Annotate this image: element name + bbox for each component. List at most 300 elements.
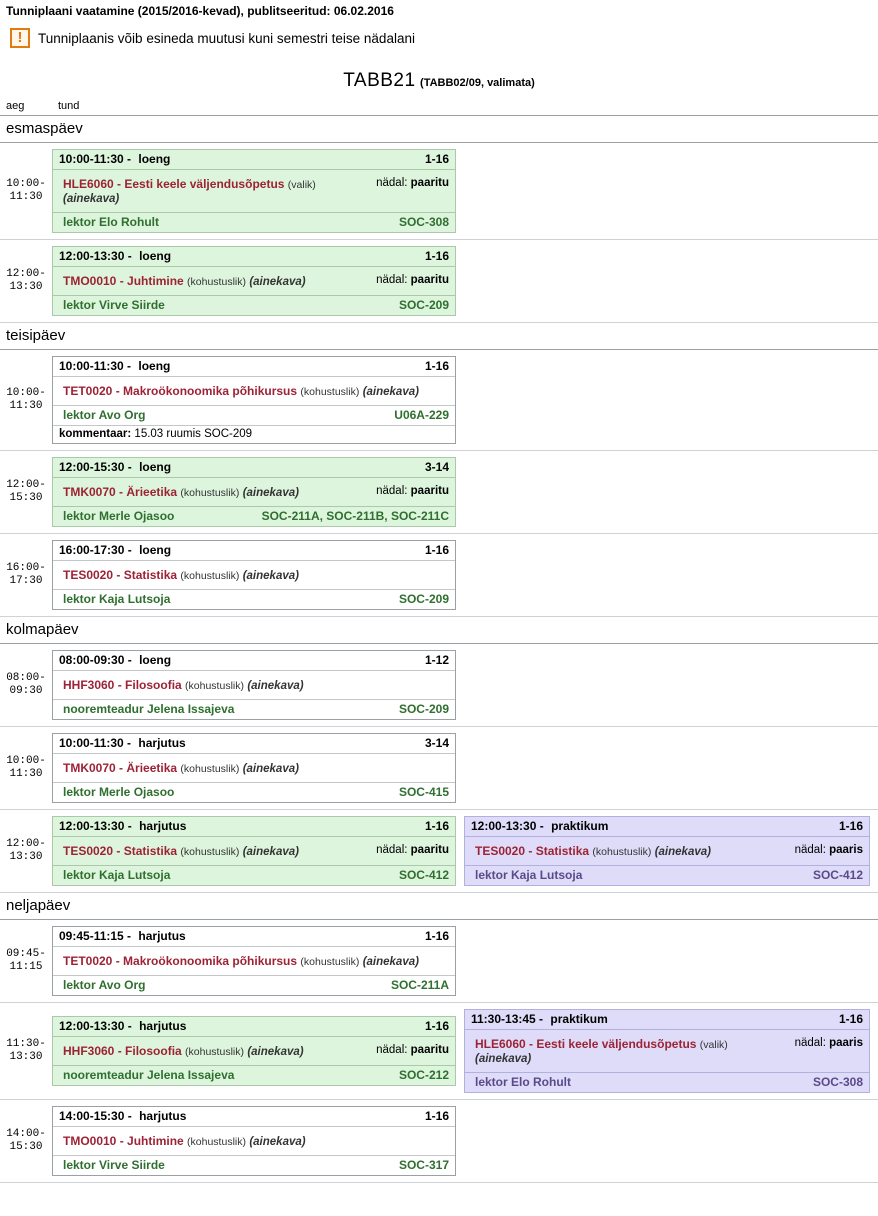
event-subject-name: Ärieetika (126, 485, 178, 499)
slot-time (0, 810, 52, 893)
slot-row (0, 1003, 878, 1100)
slot-row (0, 534, 878, 617)
warning-banner (0, 20, 878, 58)
event-subject[interactable]: HHF3060 - Filosoofia (kohustuslik) (ainekava) (63, 1044, 304, 1058)
slot-time (0, 1100, 52, 1183)
event-card[interactable] (52, 246, 456, 316)
slot-time-part: 15:30 (9, 1141, 43, 1153)
event-header (53, 1017, 455, 1037)
event-week-parity (376, 1044, 449, 1056)
event-card[interactable] (52, 926, 456, 996)
event-subject-row (53, 1037, 455, 1065)
event-week-parity (795, 844, 863, 856)
event-teacher[interactable]: lektor Avo Org (63, 408, 146, 422)
event-subject[interactable]: TMO0010 - Juhtimine (kohustuslik) (ainekava) (63, 274, 306, 288)
event-time-type: 09:45-11:15 - harjutus (59, 929, 186, 943)
event-header (53, 1107, 455, 1127)
event-time-type: 11:30-13:45 - praktikum (471, 1012, 608, 1026)
event-kind: (valik) (699, 1039, 728, 1051)
event-weeks: 1-16 (424, 819, 449, 833)
event-subject[interactable]: TMK0070 - Ärieetika (kohustuslik) (ainekava) (63, 485, 299, 499)
event-teacher[interactable]: lektor Virve Siirde (63, 1158, 165, 1172)
slot-cell-b (464, 1100, 878, 1183)
event-comment (53, 425, 455, 443)
week-parity-label: nädal: (376, 177, 408, 189)
event-subject-code: TES0020 (63, 844, 114, 858)
event-curriculum-link[interactable]: (ainekava) (63, 193, 120, 205)
event-subject-row (53, 754, 455, 782)
event-kind: (kohustuslik) (300, 386, 360, 398)
event-subject-name: Eesti keele väljendusõpetus (124, 177, 285, 191)
day-header-row (0, 617, 878, 644)
event-week-parity (376, 274, 449, 286)
slot-time-part: 16:00- (6, 562, 46, 574)
event-teacher[interactable]: lektor Kaja Lutsoja (475, 868, 583, 882)
event-time-range: 08:00-09:30 (59, 653, 125, 667)
week-parity-value: paaritu (410, 177, 449, 189)
event-type: loeng (138, 359, 171, 373)
week-parity-value: paaritu (410, 844, 449, 856)
event-rooms[interactable]: SOC-412 (812, 868, 863, 882)
event-time-range: 12:00-13:30 (471, 819, 537, 833)
event-curriculum-link[interactable]: (ainekava) (362, 386, 419, 398)
event-kind: (kohustuslik) (187, 276, 246, 288)
event-type: loeng (139, 460, 172, 474)
slot-time (0, 1003, 52, 1100)
event-kind: (kohustuslik) (180, 763, 240, 775)
event-weeks: 3-14 (424, 736, 449, 750)
event-header (53, 734, 455, 754)
event-rooms[interactable]: SOC-211A (390, 978, 449, 992)
event-subject-code: TMK0070 (63, 485, 116, 499)
slot-time-part: 11:15 (9, 961, 43, 973)
event-footer (53, 1155, 455, 1175)
event-kind: (kohustuslik) (187, 1136, 246, 1148)
event-type: loeng (138, 152, 171, 166)
event-time-range: 10:00-11:30 (59, 152, 124, 166)
page-title: TABB21 (343, 70, 416, 91)
day-header-row (0, 893, 878, 920)
event-curriculum-link[interactable]: (ainekava) (249, 276, 306, 288)
event-footer (53, 212, 455, 232)
event-subject[interactable]: HLE6060 - Eesti keele väljendusõpetus (valik) (ainekava) (63, 177, 316, 205)
event-type: loeng (139, 653, 172, 667)
event-card[interactable] (52, 540, 456, 610)
warning-icon: ! (10, 28, 30, 48)
slot-cell-a (52, 143, 464, 240)
event-footer (53, 975, 455, 995)
event-kind: (kohustuslik) (185, 680, 244, 692)
week-parity-label: nädal: (376, 844, 408, 856)
event-teacher[interactable]: lektor Elo Rohult (63, 215, 159, 229)
event-teacher[interactable]: lektor Kaja Lutsoja (63, 592, 171, 606)
slot-row (0, 350, 878, 451)
event-curriculum-link[interactable]: (ainekava) (242, 487, 299, 499)
slot-cell-a (52, 1100, 464, 1183)
event-teacher[interactable]: lektor Kaja Lutsoja (63, 868, 171, 882)
event-footer (53, 782, 455, 802)
event-subject-code: TES0020 (475, 844, 526, 858)
event-subject-name: Statistika (123, 844, 178, 858)
slot-time-part: 13:30 (9, 851, 43, 863)
event-header (53, 458, 455, 478)
event-subject-code: HHF3060 (63, 678, 115, 692)
slot-time-part: 08:00- (6, 672, 46, 684)
event-weeks: 1-16 (424, 359, 449, 373)
slot-time-part: 10:00- (6, 178, 46, 190)
slot-time (0, 143, 52, 240)
timetable (0, 98, 878, 1183)
event-footer (53, 295, 455, 315)
slot-time-part: 10:00- (6, 387, 46, 399)
event-footer (53, 405, 455, 425)
slot-time (0, 644, 52, 727)
event-rooms[interactable]: SOC-209 (398, 592, 449, 606)
event-time-range: 10:00-11:30 (59, 359, 124, 373)
slot-time (0, 350, 52, 451)
slot-cell-a (52, 1003, 464, 1100)
warning-text: Tunniplaanis võib esineda muutusi kuni semestri teise nädalani (38, 30, 415, 46)
event-time-type: 12:00-13:30 - loeng (59, 249, 172, 263)
event-weeks: 1-16 (424, 929, 449, 943)
slot-time-part: 11:30 (9, 768, 43, 780)
event-rooms[interactable]: SOC-308 (398, 215, 449, 229)
week-parity-label: nädal: (376, 274, 408, 286)
slot-time (0, 451, 52, 534)
event-card[interactable] (52, 650, 456, 720)
publish-note: Tunniplaani vaatamine (2015/2016-kevad), publitseeritud: 06.02.2016 (6, 4, 394, 18)
slot-row (0, 143, 878, 240)
slot-time-part: 12:00- (6, 268, 46, 280)
event-subject-row (53, 671, 455, 699)
slot-time-part: 12:00- (6, 838, 46, 850)
event-card[interactable] (52, 457, 456, 527)
slot-time-part: 13:30 (9, 1051, 43, 1063)
event-subject-row (53, 170, 455, 212)
week-parity-value: paaris (829, 1037, 863, 1049)
slot-cell-a (52, 920, 464, 1003)
event-subject-code: TMO0010 (63, 1134, 117, 1148)
week-parity-label: nädal: (376, 1044, 408, 1056)
event-header (53, 651, 455, 671)
event-card[interactable] (52, 733, 456, 803)
event-curriculum-link[interactable]: (ainekava) (242, 846, 299, 858)
event-teacher[interactable]: nooremteadur Jelena Issajeva (63, 1068, 235, 1082)
event-time-type: 10:00-11:30 - loeng (59, 359, 171, 373)
slot-time-part: 13:30 (9, 281, 43, 293)
event-subject-name: Juhtimine (127, 1134, 184, 1148)
event-subject-code: TET0020 (63, 954, 113, 968)
day-name: teisipäev (0, 323, 878, 350)
event-weeks: 1-16 (424, 1019, 449, 1033)
event-subject-name: Juhtimine (127, 274, 184, 288)
event-type: harjutus (138, 929, 186, 943)
event-header (53, 927, 455, 947)
event-weeks: 1-16 (424, 249, 449, 263)
day-header-row (0, 323, 878, 350)
week-parity-label: nädal: (376, 485, 408, 497)
event-subject-row (53, 561, 455, 589)
event-rooms[interactable]: SOC-412 (398, 868, 449, 882)
event-rooms[interactable]: U06A-229 (394, 408, 449, 422)
event-time-type: 08:00-09:30 - loeng (59, 653, 172, 667)
event-type: harjutus (139, 819, 187, 833)
event-header (465, 1010, 869, 1030)
slot-time-part: 11:30- (6, 1038, 46, 1050)
column-header-lesson: tund (52, 98, 464, 116)
slot-row (0, 644, 878, 727)
event-footer (53, 589, 455, 609)
slot-row (0, 727, 878, 810)
slot-cell-a (52, 534, 464, 617)
event-curriculum-link[interactable]: (ainekava) (654, 846, 711, 858)
event-rooms[interactable]: SOC-209 (398, 702, 449, 716)
slot-time-part: 14:00- (6, 1128, 46, 1140)
slot-cell-b (464, 534, 878, 617)
event-subject-row (53, 947, 455, 975)
slot-cell-b (464, 727, 878, 810)
slot-time-part: 09:45- (6, 948, 46, 960)
event-time-range: 09:45-11:15 (59, 929, 124, 943)
event-subject-row (53, 478, 455, 506)
event-footer (53, 865, 455, 885)
event-teacher[interactable]: nooremteadur Jelena Issajeva (63, 702, 235, 716)
event-time-range: 12:00-13:30 (59, 249, 125, 263)
event-comment-label: kommentaar: (59, 428, 132, 440)
event-weeks: 3-14 (424, 460, 449, 474)
event-card[interactable] (52, 356, 456, 444)
week-parity-label: nädal: (794, 844, 826, 856)
event-curriculum-link[interactable]: (ainekava) (247, 680, 304, 692)
event-time-type: 12:00-15:30 - loeng (59, 460, 172, 474)
event-type: praktikum (550, 1012, 608, 1026)
slot-time-part: 10:00- (6, 755, 46, 767)
event-card[interactable] (52, 149, 456, 233)
event-subject[interactable]: TMO0010 - Juhtimine (kohustuslik) (ainekava) (63, 1134, 306, 1148)
event-kind: (kohustuslik) (592, 846, 652, 858)
event-type: harjutus (139, 1109, 187, 1123)
event-weeks: 1-16 (424, 152, 449, 166)
slot-row (0, 451, 878, 534)
slot-cell-b (464, 920, 878, 1003)
slot-cell-b (464, 644, 878, 727)
event-subject[interactable]: TET0020 - Makroökonoomika põhikursus (kohustuslik) (ainekava) (63, 954, 419, 968)
week-parity-value: paaritu (410, 274, 449, 286)
slot-cell-b (464, 240, 878, 323)
slot-time (0, 920, 52, 1003)
event-subject[interactable]: TES0020 - Statistika (kohustuslik) (ainekava) (475, 844, 711, 858)
slot-time-part: 17:30 (9, 575, 43, 587)
event-header (53, 150, 455, 170)
slot-time-part: 11:30 (9, 400, 43, 412)
event-week-parity (795, 1037, 863, 1049)
event-curriculum-link[interactable]: (ainekava) (249, 1136, 306, 1148)
event-header (53, 247, 455, 267)
week-parity-value: paaritu (410, 1044, 449, 1056)
event-time-range: 12:00-15:30 (59, 460, 125, 474)
event-time-range: 10:00-11:30 (59, 736, 124, 750)
event-time-type: 14:00-15:30 - harjutus (59, 1109, 187, 1123)
event-kind: (kohustuslik) (185, 1046, 244, 1058)
day-name: neljapäev (0, 893, 878, 920)
event-rooms[interactable]: SOC-212 (398, 1068, 449, 1082)
event-subject-code: HHF3060 (63, 1044, 115, 1058)
event-time-type: 12:00-13:30 - harjutus (59, 1019, 187, 1033)
event-rooms[interactable]: SOC-317 (398, 1158, 449, 1172)
event-time-range: 12:00-13:30 (59, 819, 125, 833)
slot-time (0, 240, 52, 323)
column-headers (0, 98, 878, 116)
event-type: loeng (139, 543, 172, 557)
event-subject-name: Statistika (535, 844, 590, 858)
slot-cell-a (52, 451, 464, 534)
week-parity-value: paaris (829, 844, 863, 856)
slot-row (0, 240, 878, 323)
event-header (465, 817, 869, 837)
slot-time-part: 11:30 (9, 191, 43, 203)
event-time-range: 16:00-17:30 (59, 543, 125, 557)
event-curriculum-link[interactable]: (ainekava) (242, 570, 299, 582)
slot-cell-a (52, 350, 464, 451)
event-weeks: 1-16 (838, 1012, 863, 1026)
event-footer (465, 865, 869, 885)
slot-time (0, 727, 52, 810)
event-comment-text: 15.03 ruumis SOC-209 (134, 428, 253, 440)
event-card[interactable] (52, 1106, 456, 1176)
event-subject-code: TET0020 (63, 384, 113, 398)
week-parity-label: nädal: (794, 1037, 826, 1049)
event-curriculum-link[interactable]: (ainekava) (242, 763, 299, 775)
event-week-parity (376, 844, 449, 856)
slot-cell-a (52, 240, 464, 323)
event-subject[interactable]: TES0020 - Statistika (kohustuslik) (ainekava) (63, 844, 299, 858)
day-name: esmaspäev (0, 116, 878, 143)
event-time-type: 10:00-11:30 - loeng (59, 152, 171, 166)
event-time-type: 10:00-11:30 - harjutus (59, 736, 186, 750)
slot-row (0, 810, 878, 893)
slot-row (0, 1100, 878, 1183)
slot-time (0, 534, 52, 617)
slot-cell-b (464, 810, 878, 893)
event-subject[interactable]: HHF3060 - Filosoofia (kohustuslik) (ainekava) (63, 678, 304, 692)
event-rooms[interactable]: SOC-415 (398, 785, 449, 799)
slot-cell-b (464, 1003, 878, 1100)
event-subject-name: Makroökonoomika põhikursus (123, 954, 298, 968)
event-subject-row (465, 837, 869, 865)
page-subtitle: (TABB02/09, valimata) (420, 77, 535, 89)
day-name: kolmapäev (0, 617, 878, 644)
day-header-row (0, 116, 878, 143)
event-subject-code: TMO0010 (63, 274, 117, 288)
slot-time-part: 09:30 (9, 685, 43, 697)
slot-cell-b (464, 143, 878, 240)
event-curriculum-link[interactable]: (ainekava) (475, 1053, 532, 1065)
event-subject-row (53, 1127, 455, 1155)
event-footer (53, 1065, 455, 1085)
event-rooms[interactable]: SOC-211A, SOC-211B, SOC-211C (261, 509, 449, 523)
event-header (53, 817, 455, 837)
event-subject-code: HLE6060 (63, 177, 114, 191)
event-subject-name: Eesti keele väljendusõpetus (536, 1037, 697, 1051)
event-subject-code: HLE6060 (475, 1037, 526, 1051)
event-week-parity (376, 177, 449, 189)
event-teacher[interactable]: lektor Merle Ojasoo (63, 509, 175, 523)
timetable-body (0, 98, 878, 1183)
event-weeks: 1-16 (424, 1109, 449, 1123)
event-card[interactable] (464, 1009, 870, 1093)
column-header-lesson-2 (464, 98, 878, 116)
event-weeks: 1-16 (838, 819, 863, 833)
slot-cell-a (52, 810, 464, 893)
event-teacher[interactable]: lektor Virve Siirde (63, 298, 165, 312)
event-curriculum-link[interactable]: (ainekava) (362, 956, 419, 968)
event-time-type: 12:00-13:30 - praktikum (471, 819, 609, 833)
event-subject[interactable]: TET0020 - Makroökonoomika põhikursus (kohustuslik) (ainekava) (63, 384, 419, 398)
slot-cell-b (464, 350, 878, 451)
event-subject[interactable]: HLE6060 - Eesti keele väljendusõpetus (valik) (ainekava) (475, 1037, 728, 1065)
event-kind: (kohustuslik) (300, 956, 360, 968)
event-weeks: 1-16 (424, 543, 449, 557)
event-weeks: 1-12 (424, 653, 449, 667)
event-header (53, 357, 455, 377)
page-title-row (0, 58, 878, 98)
event-rooms[interactable]: SOC-308 (812, 1075, 863, 1089)
event-footer (465, 1072, 869, 1092)
event-card[interactable] (52, 1016, 456, 1086)
event-time-range: 12:00-13:30 (59, 1019, 125, 1033)
slot-cell-b (464, 451, 878, 534)
event-kind: (valik) (287, 179, 316, 191)
event-subject-row (53, 837, 455, 865)
event-kind: (kohustuslik) (180, 570, 240, 582)
event-type: praktikum (551, 819, 609, 833)
event-teacher[interactable]: lektor Avo Org (63, 978, 146, 992)
event-kind: (kohustuslik) (180, 846, 240, 858)
event-subject-code: TMK0070 (63, 761, 116, 775)
event-subject[interactable]: TMK0070 - Ärieetika (kohustuslik) (ainekava) (63, 761, 299, 775)
event-card[interactable] (52, 816, 456, 886)
event-time-type: 16:00-17:30 - loeng (59, 543, 172, 557)
event-subject-row (53, 267, 455, 295)
event-subject-name: Makroökonoomika põhikursus (123, 384, 298, 398)
event-subject-code: TES0020 (63, 568, 114, 582)
slot-cell-a (52, 727, 464, 810)
week-parity-value: paaritu (410, 485, 449, 497)
event-week-parity (376, 485, 449, 497)
event-teacher[interactable]: lektor Merle Ojasoo (63, 785, 175, 799)
event-kind: (kohustuslik) (180, 487, 240, 499)
event-footer (53, 699, 455, 719)
event-subject-row (53, 377, 455, 405)
slot-row (0, 920, 878, 1003)
event-type: harjutus (138, 736, 186, 750)
event-time-range: 11:30-13:45 (471, 1012, 536, 1026)
event-time-type: 12:00-13:30 - harjutus (59, 819, 187, 833)
event-footer (53, 506, 455, 526)
event-rooms[interactable]: SOC-209 (398, 298, 449, 312)
event-time-range: 14:00-15:30 (59, 1109, 125, 1123)
event-card[interactable] (464, 816, 870, 886)
event-curriculum-link[interactable]: (ainekava) (247, 1046, 304, 1058)
event-subject-name: Statistika (123, 568, 178, 582)
event-teacher[interactable]: lektor Elo Rohult (475, 1075, 571, 1089)
slot-time-part: 15:30 (9, 492, 43, 504)
event-subject-name: Filosoofia (125, 678, 182, 692)
event-subject-name: Filosoofia (125, 1044, 182, 1058)
event-type: loeng (139, 249, 172, 263)
event-subject[interactable]: TES0020 - Statistika (kohustuslik) (ainekava) (63, 568, 299, 582)
event-subject-row (465, 1030, 869, 1072)
